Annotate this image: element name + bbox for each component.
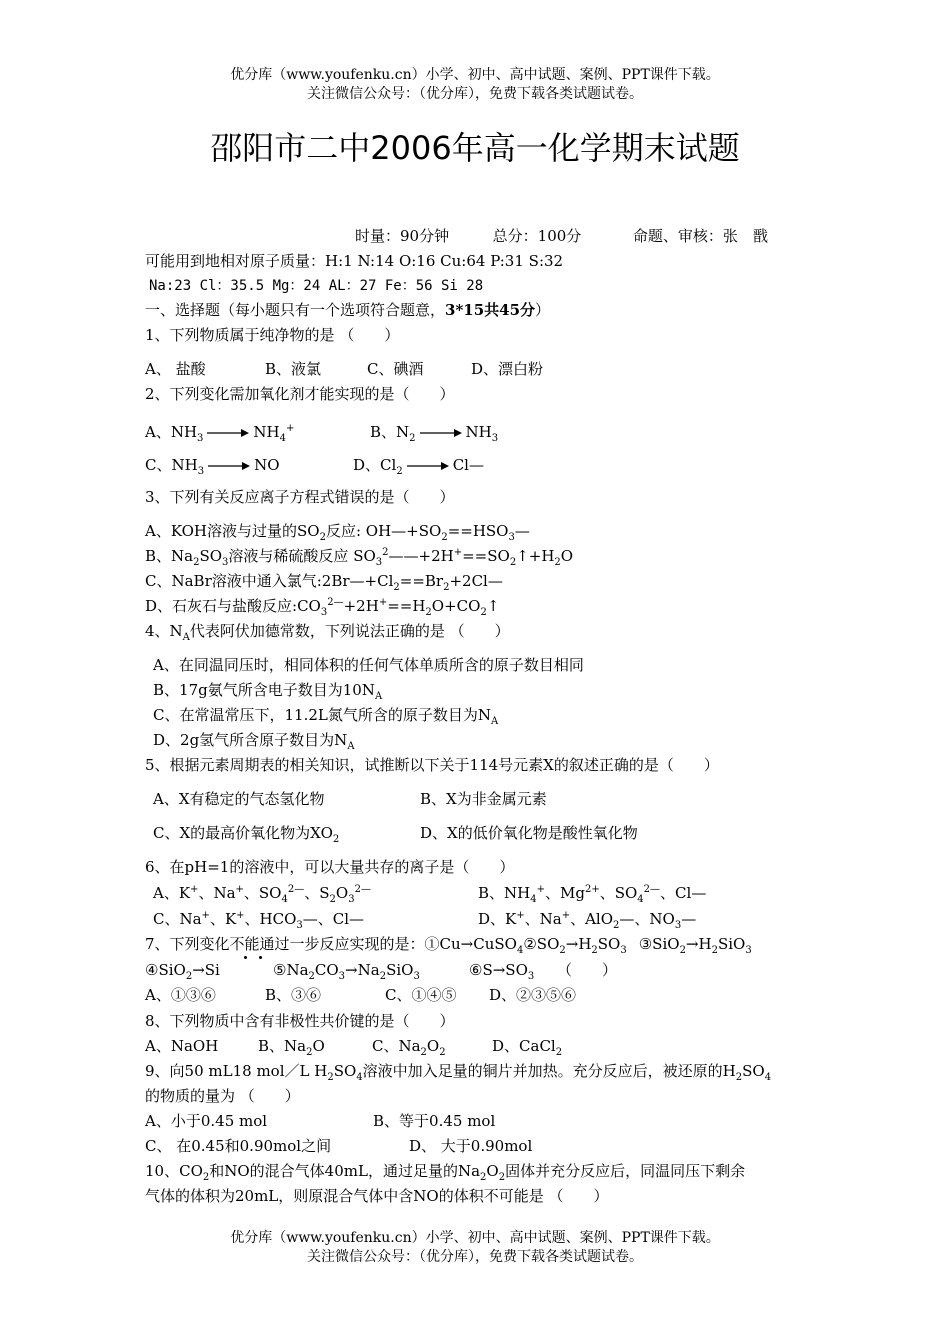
q6-options-cd	[153, 908, 696, 930]
q7-option-c: C、①④⑤	[385, 986, 457, 1004]
q7-stem: 7、下列变化不能通过一步反应实现的是：$①Cu\to CuSO_4②SO_2\to H_2SO_3$ $③SiO_2\to H_2SiO_3$	[145, 935, 752, 956]
q7-options	[145, 984, 576, 1006]
q5-option-b: B、X为非金属元素	[420, 790, 547, 808]
header-line-2: 关注微信公众号：（优分库），免费下载各类试题试卷。	[307, 86, 643, 102]
q3-option-b: B、$Na_2SO_3$溶液与稀硫酸反应 $SO_3^2——+2H^+==SO_2↑+H_2O$	[145, 547, 574, 568]
header-line-1: 优分库（www.youfenku.cn）小学、初中、高中试题、案例、PPT课件下载。	[230, 67, 720, 83]
footer-line-1: 优分库（www.youfenku.cn）小学、初中、高中试题、案例、PPT课件下载。	[230, 1230, 720, 1246]
meta-time: 时量：90分钟	[355, 227, 450, 245]
q7-option-b: B、③⑥	[265, 986, 322, 1004]
q4-option-a: A、在同温同压时，相同体积的任何气体单质所含的原子数目相同	[153, 656, 584, 674]
q9-options-ab	[145, 1110, 495, 1132]
q8-option-b: B、$Na_2O$	[258, 1037, 325, 1058]
q3-option-a: A、KOH溶液与过量的$SO_2$反应: $OH—+SO_2==HSO_3—$	[145, 522, 530, 543]
q1-option-c: C、碘酒	[367, 360, 424, 378]
reaction-arrow-icon	[208, 460, 250, 472]
q3-option-d: D、石灰石与盐酸反应$:CO_3^{2—}+2H^+==H_2O+CO_2↑$	[145, 597, 500, 618]
q8-option-c: C、$Na_2O_2$	[372, 1037, 446, 1058]
q2-stem: 2、下列变化需加氧化剂才能实现的是（ ）	[145, 385, 455, 403]
q9-option-b: B、等于0.45 mol	[373, 1112, 496, 1130]
q2-option-b: B、$N_2$ $NH_3$	[370, 423, 499, 444]
q2-options-cd	[145, 454, 484, 476]
q5-options-ab	[153, 788, 547, 810]
exam-meta	[355, 225, 768, 247]
meta-author: 命题、审核：张 戬	[632, 227, 768, 245]
q6-option-d: D、K+、Na+、AlO$_2$—、$NO_3—$	[478, 910, 697, 931]
q5-option-d: D、X的低价氧化物是酸性氧化物	[420, 824, 638, 842]
q4-option-b: B、17g氨气所含电子数目为$10N_A$	[153, 681, 383, 702]
q9-option-d: D、 大于0.90mol	[409, 1137, 533, 1155]
q6-stem: 6、在pH=1的溶液中，可以大量共存的离子是（ ）	[145, 858, 515, 876]
q9-options-cd	[145, 1135, 532, 1157]
q7-option-d: D、②③⑤⑥	[489, 986, 577, 1004]
footer-line-2: 关注微信公众号：（优分库），免费下载各类试题试卷。	[307, 1249, 643, 1265]
q6-option-b: B、$NH_4^+$、$Mg^{2+}$、$SO_4^{2—}$、Cl—	[478, 884, 707, 905]
section1-title: 一、选择题（每小题只有一个选项符合题意，3*15共45分）	[145, 301, 551, 319]
q2-option-d: D、$Cl_2$ Cl—	[353, 456, 484, 477]
q4-option-d: D、2g氢气所含原子数目为$N_A$	[153, 731, 355, 752]
q2-options-ab	[145, 421, 498, 443]
q7-option-a: A、①③⑥	[145, 986, 216, 1004]
q3-option-c: C、NaBr溶液中通入氯气$:2Br—+Cl_2==Br_2+2Cl—$	[145, 572, 503, 593]
atomic-mass-line-1: 可能用到地相对原子质量：H:1 N:14 O:16 Cu:64 P:31 S:32	[145, 252, 564, 270]
q1-option-d: D、漂白粉	[471, 360, 544, 378]
q10-stem-line-2: 气体的体积为20mL，则原混合气体中含NO的体积不可能是 （ ）	[145, 1187, 609, 1205]
page-title: 邵阳市二中2006年高一化学期末试题	[210, 129, 740, 167]
q1-option-b: B、液氯	[265, 360, 322, 378]
q5-option-c: C、X的最高价氧化物为$XO_2$	[153, 824, 340, 845]
atomic-mass-line-2: Na:23 Cl：35.5 Mg：24 AL：27 Fe：56 Si 28	[149, 278, 484, 294]
q6-option-a: A、K+、Na+、$SO_4^{2—}$、$S_2O_3^{2—}$	[153, 884, 371, 905]
meta-total: 总分：100分	[492, 227, 582, 245]
q8-option-a: A、NaOH	[145, 1037, 219, 1055]
q8-stem: 8、下列物质中含有非极性共价键的是（ ）	[145, 1012, 455, 1030]
q5-option-a: A、X有稳定的气态氢化物	[153, 790, 325, 808]
q4-option-c: C、在常温常压下，11.2L氮气所含的原子数目为$N_A$	[153, 706, 499, 727]
q6-options-ab	[153, 882, 706, 904]
q1-options	[145, 358, 543, 380]
q2-option-c: C、$NH_3$ NO	[145, 456, 280, 477]
q1-stem: 1、下列物质属于纯净物的是 （ ）	[145, 326, 400, 344]
q10-stem: 10、$CO_2$和NO的混合气体40mL，通过足量的$Na_2O_2$固体并充分反应后，同温同压下剩余	[145, 1162, 746, 1183]
q5-stem: 5、根据元素周期表的相关知识，试推断以下关于114号元素X的叙述正确的是（ ）	[145, 756, 719, 774]
reaction-arrow-icon	[207, 427, 249, 439]
q3-stem: 3、下列有关反应离子方程式错误的是（ ）	[145, 488, 455, 506]
reaction-arrow-icon	[407, 460, 449, 472]
section1-score: 3*15共45分	[445, 301, 536, 319]
q8-options	[145, 1035, 562, 1057]
q9-option-c: C、 在0.45和0.90mol之间	[145, 1137, 332, 1155]
q4-stem: 4、$N_A$代表阿伏加德常数，下列说法正确的是 （ ）	[145, 622, 510, 643]
q6-option-c: C、Na+、K+、$HCO_3—$、Cl—	[153, 910, 365, 931]
q1-option-a: A、 盐酸	[145, 360, 206, 378]
q5-options-cd	[153, 822, 638, 844]
q9-stem: 9、向50 mL18 mol／L $H_2SO_4$溶液中加入足量的铜片并加热。充分反应后，被还原的$H_2SO_4$	[145, 1062, 772, 1083]
q8-option-d: D、CaCl$_2$	[492, 1037, 563, 1058]
q7-items-line-2: ④SiO$_2$→Si $⑤Na_2CO_3\to Na_2SiO_3$ $⑥S\to SO_3$ （ ）	[145, 961, 618, 982]
q9-stem-line-2: 的物质的量为 （ ）	[145, 1087, 300, 1105]
reaction-arrow-icon	[420, 427, 462, 439]
q2-option-a: A、$NH_3$ $NH_4^+$	[145, 423, 295, 444]
q9-option-a: A、小于0.45 mol	[145, 1112, 268, 1130]
